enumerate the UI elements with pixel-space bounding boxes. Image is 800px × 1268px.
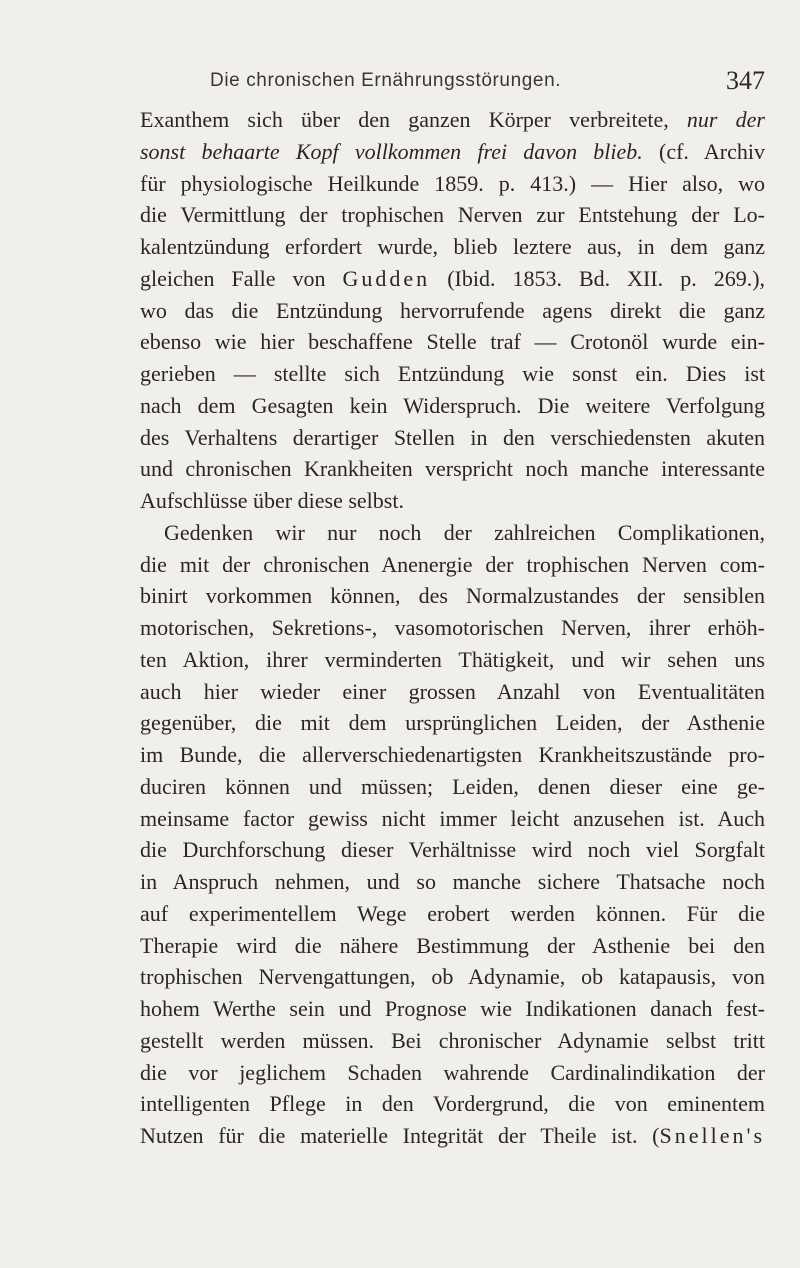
- running-title: Die chronischen Ernährungsstörungen.: [210, 70, 562, 91]
- text-line: im Bunde, die allerverschiedenartigsten Krankheitszustände pro-: [140, 742, 765, 767]
- text-line: wo das die Entzündung hervorrufende agens direkt die ganz: [140, 297, 765, 323]
- paragraph-1: [140, 104, 765, 517]
- page-header: [140, 66, 765, 100]
- text-line: Exanthem sich über den ganzen Körper verbreitete, nur der: [140, 107, 765, 132]
- text-line: kalentzündung erfordert wurde, blieb leztere aus, in dem ganz: [140, 234, 765, 259]
- text-line: gerieben — stellte sich Entzündung wie sonst ein. Dies ist: [140, 361, 765, 386]
- text-line: und chronischen Krankheiten verspricht noch manche interessante: [140, 456, 765, 482]
- text-line: die vor jeglichem Schaden wahrende Cardinalindikation der: [140, 1059, 765, 1085]
- text-line: gegenüber, die mit dem ursprünglichen Leiden, der Asthenie: [140, 710, 765, 736]
- body-text: [140, 104, 765, 1152]
- text-line: die Vermittlung der trophischen Nerven zur Entstehung der Lo-: [140, 202, 765, 228]
- text-line: nach dem Gesagten kein Widerspruch. Die weitere Verfolgung: [140, 392, 765, 418]
- text-line: auch hier wieder einer grossen Anzahl von Eventualitäten: [140, 678, 765, 704]
- author-name: Snellen's: [659, 1123, 765, 1148]
- text-line: Therapie wird die nähere Bestimmung der Asthenie bei den: [140, 932, 765, 958]
- text-line: auf experimentellem Wege erobert werden können. Für die: [140, 900, 765, 926]
- text-line: Aufschlüsse über diese selbst.: [140, 488, 404, 513]
- text-line: in Anspruch nehmen, und so manche sichere Thatsache noch: [140, 869, 765, 894]
- text-line: motorischen, Sekretions-, vasomotorischen Nerven, ihrer erhöh-: [140, 615, 765, 640]
- text-line: meinsame factor gewiss nicht immer leicht anzusehen ist. Auch: [140, 805, 765, 831]
- emphasis: sonst behaarte Kopf vollkommen frei davon blieb.: [140, 138, 643, 164]
- text-line: gleichen Falle von Gudden (Ibid. 1853. Bd. XII. p. 269.),: [140, 265, 765, 291]
- page-number: 347: [726, 66, 765, 95]
- text-line: ebenso wie hier beschaffene Stelle traf — Crotonöl wurde ein-: [140, 329, 765, 355]
- text-line: intelligenten Pflege in den Vordergrund, die von eminentem: [140, 1091, 765, 1117]
- text-line: duciren können und müssen; Leiden, denen dieser eine ge-: [140, 773, 765, 799]
- text-line: des Verhaltens derartiger Stellen in den verschiedensten akuten: [140, 424, 765, 450]
- text-line: gestellt werden müssen. Bei chronischer Adynamie selbst tritt: [140, 1027, 765, 1053]
- text-line: trophischen Nervengattungen, ob Adynamie, ob katapausis, von: [140, 964, 765, 990]
- text-line: Nutzen für die materielle Integrität der Theile ist. (Snellen's: [140, 1123, 765, 1148]
- emphasis: nur der: [686, 107, 765, 132]
- text-line: ten Aktion, ihrer verminderten Thätigkeit, und wir sehen uns: [140, 646, 765, 672]
- author-name: Gudden: [342, 265, 431, 291]
- paragraph-2: [140, 517, 765, 1152]
- text-line: sonst behaarte Kopf vollkommen frei davon blieb. (cf. Archiv: [140, 138, 765, 164]
- text-line: die mit der chronischen Anenergie der trophischen Nerven com-: [140, 551, 765, 577]
- text-line: binirt vorkommen können, des Normalzustandes der sensiblen: [140, 583, 765, 609]
- text-line: die Durchforschung dieser Verhältnisse wird noch viel Sorgfalt: [140, 837, 765, 863]
- text-line: hohem Werthe sein und Prognose wie Indikationen danach fest-: [140, 996, 765, 1021]
- text-line: Gedenken wir nur noch der zahlreichen Complikationen,: [164, 519, 765, 545]
- text-line: für physiologische Heilkunde 1859. p. 413.) — Hier also, wo: [140, 170, 765, 196]
